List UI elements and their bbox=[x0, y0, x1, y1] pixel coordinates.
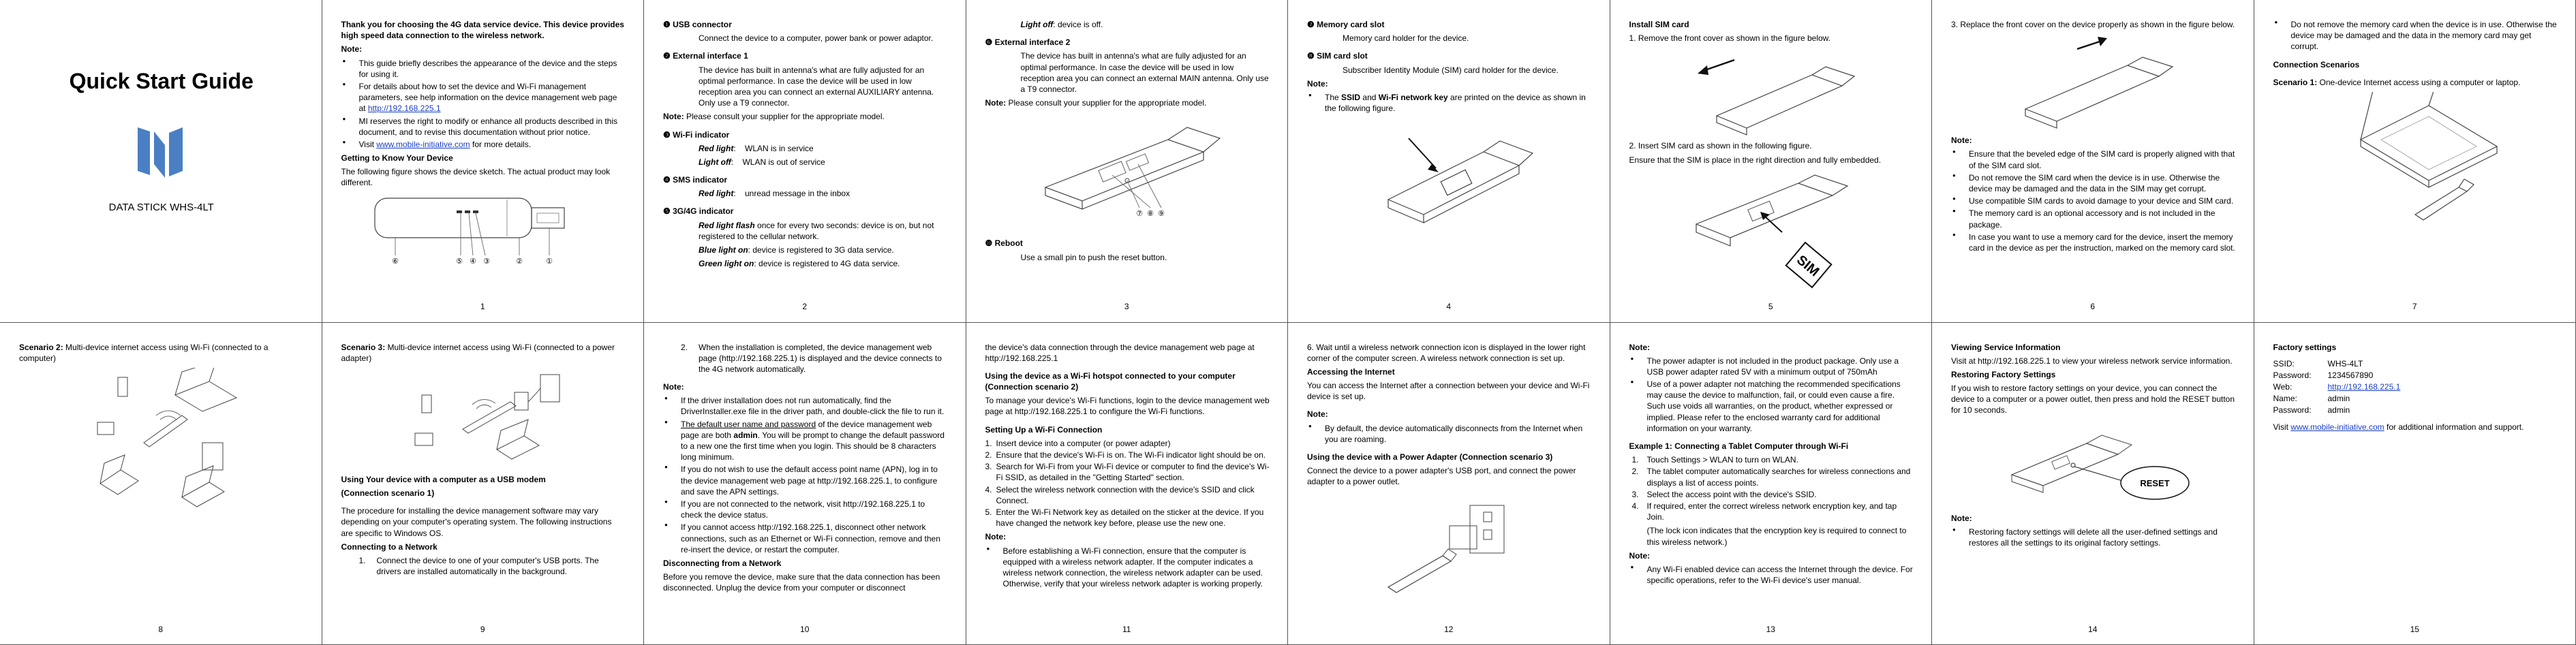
accessing-internet-text: You can access the Internet after a connection between your device and Wi-Fi device is set up. bbox=[1307, 381, 1590, 402]
list-item: ● Use of a power adapter not matching the recommended specifications may cause the device to malfunction, fail, or could even cause a fire. Such use voids all warranties, on the product, whether expressed or implied. Please refer to the enclosed warranty card for additional information on your warranty. bbox=[1629, 379, 1914, 434]
note-list bbox=[1629, 356, 1914, 434]
sim-slot-text: Subscriber Identity Module (SIM) card holder for the device. bbox=[1343, 65, 1559, 75]
panel-page-6 bbox=[1932, 0, 2254, 323]
note-label: Note: bbox=[1307, 78, 1328, 89]
list-item: 2. The tablet computer automatically searches for wireless connections and displays a list of access points. bbox=[1631, 467, 1911, 488]
panel-page-11 bbox=[966, 323, 1289, 645]
reboot-title: ❿ Reboot bbox=[985, 238, 1023, 249]
callout-9: ⑨ bbox=[1158, 210, 1165, 219]
list-item: 5. Enter the Wi-Fi Network key as detailed on the sticker at the device. If you have changed the network key before, please use the new one. bbox=[985, 507, 1264, 529]
note-label: Note: bbox=[985, 532, 1007, 542]
setting-key: Web: bbox=[2273, 382, 2293, 392]
network-indicator-title: ❺ 3G/4G indicator bbox=[663, 206, 734, 217]
insert-sim-sketch bbox=[1669, 170, 1873, 299]
setting-key: Password: bbox=[2273, 405, 2312, 415]
list-item: 4. Select the wireless network connection with the device's SSID and click Connect. bbox=[985, 484, 1255, 505]
service-info-title: Viewing Service Information bbox=[1951, 342, 2061, 352]
connecting-title: Connecting to a Network bbox=[341, 541, 438, 552]
page-number: 15 bbox=[2410, 624, 2419, 634]
external-interface-1-title: ❷ External interface 1 bbox=[663, 51, 748, 61]
list-item: ● Do not remove the SIM card when the device is in use. Otherwise the device may be damaged and the data in the SIM may get corrupt. bbox=[1951, 172, 2236, 194]
page-number: 12 bbox=[1444, 624, 1454, 634]
product-name: DATA STICK WHS-4LT bbox=[108, 202, 214, 214]
note-list bbox=[1307, 423, 1592, 445]
list-item: 1. Connect the device to one of your computer's USB ports. The drivers are installed automatically in the background. bbox=[358, 556, 599, 577]
power-adapter-sketch bbox=[1368, 492, 1531, 601]
guide-title: Quick Start Guide bbox=[69, 69, 254, 93]
list-item: 1. Insert device into a computer (or power adapter) bbox=[985, 438, 1171, 448]
section-title: Getting to Know Your Device bbox=[341, 153, 453, 163]
list-item: ● Visit www.mobile-initiative.com for more details. bbox=[341, 139, 626, 150]
panel-page-15: Factory settings SSID: WHS-4LT Password: 1234567890 Web: http://192.168.225.1 Name: admin Password: admin Visit www.mobile-initiative.com for additional information and support. 15 bbox=[2254, 323, 2576, 645]
remove-cover-sketch bbox=[1676, 48, 1867, 136]
callout-3: ③ bbox=[483, 257, 491, 266]
sim-word: SIM bbox=[1794, 252, 1822, 280]
panel-page-8: Scenario 2: Multi-device internet access using Wi-Fi (connected to a computer) 8 bbox=[0, 323, 322, 645]
sms-indicator-title: ❹ SMS indicator bbox=[663, 175, 728, 185]
list-item: ● By default, the device automatically disconnects from the Internet when you are roaming. bbox=[1307, 423, 1592, 445]
tablet-steps bbox=[1629, 454, 1914, 522]
page-number: 14 bbox=[2088, 624, 2098, 634]
list-item: 2. When the installation is completed, the device management web page (http://192.168.225.1) is displayed and the device connects to the 4G network automatically. bbox=[681, 342, 942, 374]
page-number: 11 bbox=[1122, 624, 1131, 634]
callout-4: ④ bbox=[470, 257, 477, 266]
list-item: ● Use compatible SIM cards to avoid damage to your device and SIM card. bbox=[1951, 195, 2236, 206]
note-list bbox=[1951, 148, 2236, 253]
page-number: 8 bbox=[158, 624, 164, 634]
website-link[interactable]: www.mobile-initiative.com bbox=[2290, 422, 2385, 432]
website-link[interactable]: www.mobile-initiative.com bbox=[376, 139, 470, 149]
list-item: ● Do not remove the memory card when the device is in use. Otherwise the device may be damaged and the data in the memory card may get corrupt. bbox=[2273, 19, 2558, 52]
list-item: ● The power adapter is not included in the product package. Only use a USB power adapter rated 5V with a minimum output of 750mAh bbox=[1629, 356, 1914, 377]
intro-text: Thank you for choosing the 4G data service device. This device provides high speed data connection to the wireless network. bbox=[341, 20, 624, 41]
install-step-3: 3. Replace the front cover on the device properly as shown in the figure below. bbox=[1951, 20, 2235, 29]
connect-steps bbox=[663, 342, 948, 375]
callout-6: ⑥ bbox=[392, 257, 399, 266]
panel-page-12 bbox=[1288, 323, 1610, 645]
install-step-2b: Ensure that the SIM is place in the right direction and fully embedded. bbox=[1629, 155, 1882, 165]
warning-list bbox=[2273, 19, 2558, 52]
external-interface-2-text: The device has built in antenna's what are fully adjusted for an optimal performance. In case the device will be used in low reception area you can connect an external MAIN antenna. Only use a T9 connector. bbox=[1020, 51, 1269, 94]
panel-page-2: ❶ USB connector Connect the device to a computer, power bank or power adaptor. ❷ External interface 1 The device has built in antenna's what are fully adjusted for an optimal performance. In case the device will be used in low reception area you can connect an external AUXILIARY antenna. Only use a T9 connector. Note: Please consult your supplier for the appropriate model. ❸ Wi-Fi indicator Red light: WLAN is in service Light off: WLAN is out of service ❹ SMS indicator Red light: unread message in the inbox ❺ 3G/4G indicator Red light flash once for every two seconds: device is on, but not registered to the cellular network. Blue light on: device is registered to 3G data service. Green light on: device is registered to 4G data service. 2 bbox=[644, 0, 966, 323]
setting-key: Password: bbox=[2273, 370, 2312, 380]
note-list bbox=[341, 58, 626, 151]
page-number: 13 bbox=[1766, 624, 1775, 634]
note-label: Note: bbox=[1951, 136, 1972, 146]
sim-slot-title: ❽ SIM card slot bbox=[1307, 51, 1368, 61]
list-item: ● If you are not connected to the network, visit http://192.168.225.1 to check the device status. bbox=[663, 499, 948, 520]
list-item: ● The default user name and password of the device management web page are both admin. You will be prompt to change the default password to a new one the first time when you login. This should be 8 characters long minimum. bbox=[663, 419, 948, 463]
list-item: ● MI reserves the right to modify or enhance all products described in this document, and to revise this documentation without prior notice. bbox=[341, 116, 626, 138]
page-number: 6 bbox=[2090, 302, 2096, 312]
wifi-setup-title: Setting Up a Wi-Fi Connection bbox=[985, 424, 1103, 435]
list-item: ● Any Wi-Fi enabled device can access the Internet through the device. For specific operations, refer to the Wi-Fi device's user manual. bbox=[1629, 564, 1914, 586]
reset-label: RESET bbox=[2140, 477, 2170, 488]
page-number: 3 bbox=[1124, 302, 1129, 312]
list-item: 3. Select the access point with the device's SSID. bbox=[1631, 489, 1817, 499]
note-label: Note: bbox=[1951, 513, 1972, 523]
list-item: 1. Touch Settings > WLAN to turn on WLAN. bbox=[1631, 455, 1798, 465]
service-info-link[interactable]: http://192.168.225.1 bbox=[1978, 356, 2051, 366]
list-item: ● This guide briefly describes the appearance of the device and the steps for using it. bbox=[341, 58, 626, 80]
callout-1: ① bbox=[546, 257, 553, 266]
factory-settings-table bbox=[2273, 358, 2558, 416]
continued-text: the device's data connection through the device management web page at http://192.168.225.1 bbox=[985, 342, 1255, 363]
callout-2: ② bbox=[516, 257, 523, 266]
page-number: 9 bbox=[480, 624, 485, 634]
usb-modem-subtitle: (Connection scenario 1) bbox=[341, 488, 435, 499]
lock-note: (The lock icon indicates that the encryption key is required to connect to this wireless network.) bbox=[1646, 526, 1907, 547]
list-item: 4. If required, enter the correct wireless network encryption key, and tap Join. bbox=[1631, 501, 1897, 522]
callout-7: ⑦ bbox=[1136, 210, 1144, 219]
hotspot-title: Using the device as a Wi-Fi hotspot connected to your computer (Connection scenario 2) bbox=[985, 371, 1236, 392]
list-item: ● In case you want to use a memory card for the device, insert the memory card in the device as per the instruction, marked on the memory card slot. bbox=[1951, 232, 2236, 253]
callout-5: ⑤ bbox=[456, 257, 463, 266]
list-item: ● If you do not wish to use the default access point name (APN), log in to the device management web page at http://192.168.225.1, to configure and save the APN settings. bbox=[663, 464, 948, 497]
list-item: 3. Search for Wi-Fi from your Wi-Fi device or computer to find the device's Wi-Fi SSID, as detailed in the "Getting Started" section. bbox=[985, 462, 1270, 483]
note-list bbox=[1307, 92, 1592, 114]
ssid-label-sketch bbox=[1361, 118, 1538, 234]
panel-page-13 bbox=[1610, 323, 1933, 645]
procedure-text: The procedure for installing the device management software may vary depending on your computer's operating system. The following instructions are specific to Windows OS. bbox=[341, 506, 612, 538]
wifi-setup-steps bbox=[985, 438, 1270, 529]
hotspot-text: To manage your device's Wi-Fi functions, login to the device management web page at http://192.168.225.1 to configure the Wi-Fi functions. bbox=[985, 396, 1270, 417]
note-list bbox=[663, 395, 948, 555]
page-number: 5 bbox=[1768, 302, 1773, 312]
usb-connector-title: ❶ USB connector bbox=[663, 20, 732, 29]
connect-steps bbox=[341, 555, 626, 577]
list-item: ● Ensure that the beveled edge of the SIM card is properly aligned with that of the SIM card slot. bbox=[1951, 148, 2236, 170]
restore-title: Restoring Factory Settings bbox=[1951, 369, 2056, 379]
power-adapter-text: Connect the device to a power adapter's USB port, and connect the power adapter to a power outlet. bbox=[1307, 466, 1576, 487]
setting-value: admin bbox=[2327, 394, 2350, 404]
list-item: ● The SSID and Wi-Fi network key are printed on the device as shown in the following figure. bbox=[1307, 92, 1592, 114]
note-label: Note: bbox=[663, 382, 684, 392]
external-interface-1-text: The device has built in antenna's what are fully adjusted for an optimal performance. In case the device will be used in low reception area you can connect an external AUXILIARY antenna. Only use a T9 connector. bbox=[699, 65, 934, 108]
panel-page-10 bbox=[644, 323, 966, 645]
list-item: ● Before establishing a Wi-Fi connection, ensure that the computer is equipped with a wireless network adapter. If the computer indicates a wireless network connection, the wireless network adapter can be used. Otherwise, verify that your wireless network adapter is working properly. bbox=[985, 546, 1270, 590]
setting-key: SSID: bbox=[2273, 358, 2295, 368]
panel-page-4 bbox=[1288, 0, 1610, 323]
usb-connector-text: Connect the device to a computer, power bank or power adaptor. bbox=[699, 33, 934, 44]
page-number: 4 bbox=[1446, 302, 1452, 312]
note-label: Note: bbox=[1307, 409, 1328, 420]
install-step-2a: 2. Insert SIM card as shown in the following figure. bbox=[1629, 141, 1812, 151]
install-step-1: 1. Remove the front cover as shown in the figure below. bbox=[1629, 33, 1830, 44]
page-number: 1 bbox=[480, 302, 485, 312]
note-label: Note: bbox=[1629, 550, 1651, 561]
replace-cover-sketch bbox=[1998, 34, 2189, 129]
usb-modem-title: Using Your device with a computer as a USB modem bbox=[341, 474, 546, 484]
power-adapter-title: Using the device with a Power Adapter (Connection scenario 3) bbox=[1307, 452, 1553, 462]
note-list bbox=[1629, 564, 1914, 586]
panel-cover bbox=[0, 0, 322, 323]
callout-8: ⑧ bbox=[1147, 210, 1154, 219]
memory-slot-title: ❼ Memory card slot bbox=[1307, 20, 1385, 29]
setting-value: WHS-4LT bbox=[2327, 358, 2363, 368]
page-number: 2 bbox=[802, 302, 808, 312]
memory-slot-text: Memory card holder for the device. bbox=[1343, 33, 1469, 44]
device-sketch bbox=[371, 193, 596, 269]
panel-page-3: Light off: device is off. ❻ External interface 2 The device has built in antenna's what are fully adjusted for an optimal performance. In case the device will be used in low reception area you can connect an external MAIN antenna. Only use a T9 connector. Note: Please consult your supplier for the appropriate model. ⑦ ⑧ ⑨ ❿ Reboot Use a small pin to push the reset button. 3 bbox=[966, 0, 1289, 323]
accessing-internet-title: Accessing the Internet bbox=[1307, 366, 1395, 377]
note-label: Note: bbox=[1629, 342, 1651, 352]
section-text: The following figure shows the device sketch. The actual product may look different. bbox=[341, 167, 611, 188]
install-sim-title: Install SIM card bbox=[1629, 20, 1689, 29]
device-management-link[interactable]: http://192.168.225.1 bbox=[367, 104, 441, 114]
setting-value: admin bbox=[2327, 405, 2350, 415]
reset-button-sketch bbox=[1991, 420, 2196, 509]
panel-page-5 bbox=[1610, 0, 1933, 323]
note-list bbox=[1951, 526, 2236, 548]
list-item: ● For details about how to set the device and Wi-Fi management parameters, see help information on the device management web page at http://192.168.225.1 bbox=[341, 81, 626, 114]
disconnect-title: Disconnecting from a Network bbox=[663, 558, 782, 568]
panel-page-1 bbox=[322, 0, 645, 323]
panel-page-7: ● Do not remove the memory card when the device is in use. Otherwise the device may be damaged and the data in the memory card may get corrupt. Connection Scenarios Scenario 1: One-device Internet access using a computer or laptop. 7 bbox=[2254, 0, 2576, 323]
page-number: 7 bbox=[2412, 302, 2417, 312]
page-number: 10 bbox=[800, 624, 810, 634]
connection-scenarios-title: Connection Scenarios bbox=[2273, 59, 2360, 69]
wifi-scenario-sketch bbox=[73, 368, 250, 524]
disconnect-text: Before you remove the device, make sure that the data connection has been disconnected. Unplug the device from your computer or disconnect bbox=[663, 572, 940, 593]
note-list bbox=[985, 546, 1270, 590]
example-1-title: Example 1: Connecting a Tablet Computer through Wi-Fi bbox=[1629, 441, 1849, 451]
panel-page-14: Viewing Service Information Visit at http://192.168.225.1 to view your wireless network service information. Restoring Factory Settings If you wish to restore factory settings on your device, you can connect the device to a computer or a power outlet, then press and hold the RESET button for 10 seconds. RESET Note: ● Restoring factory settings will delete all the user-defined settings and restores all the settings to its original factory settings. 14 bbox=[1932, 323, 2254, 645]
list-item: ● The memory card is an optional accessory and is not included in the package. bbox=[1951, 208, 2236, 230]
list-item: 2. Ensure that the device's Wi-Fi is on. The Wi-Fi indicator light should be on. bbox=[985, 450, 1266, 460]
step-6: 6. Wait until a wireless network connection icon is displayed in the lower right corner of the computer screen. A wireless network connection is set up. bbox=[1307, 342, 1586, 363]
device-open-sketch bbox=[1025, 112, 1229, 228]
list-item: ● Restoring factory settings will delete all the user-defined settings and restores all the settings to its original factory settings. bbox=[1951, 526, 2236, 548]
restore-text: If you wish to restore factory settings on your device, you can connect the device to a computer or a power outlet, then press and hold the RESET button for 10 seconds. bbox=[1951, 383, 2235, 415]
note-label: Note: bbox=[341, 44, 363, 54]
web-link[interactable]: http://192.168.225.1 bbox=[2327, 382, 2401, 392]
list-item: ● If the driver installation does not run automatically, find the DriverInstaller.exe file in the driver path, and double-click the file to run it. bbox=[663, 395, 948, 417]
external-interface-2-title: ❻ External interface 2 bbox=[985, 37, 1071, 48]
mi-logo-icon bbox=[124, 112, 199, 187]
wifi-indicator-title: ❸ Wi-Fi indicator bbox=[663, 129, 730, 140]
setting-value: 1234567890 bbox=[2327, 370, 2374, 380]
laptop-usb-sketch bbox=[2313, 92, 2517, 242]
panel-page-9: Scenario 3: Multi-device internet access using Wi-Fi (connected to a power adapter) Using Your device with a computer as a USB modem (Connection scenario 1) The procedure for installing the device management software may vary depending on your computer's operating system. The following instructions are specific to Windows OS. Connecting to a Network 1. Connect the device to one of your computer's USB ports. The drivers are installed automatically in the background. 9 bbox=[322, 323, 645, 645]
reboot-text: Use a small pin to push the reset button. bbox=[1020, 252, 1167, 262]
setting-key: Name: bbox=[2273, 394, 2297, 404]
sim-card-icon bbox=[1786, 242, 1832, 287]
power-adapter-wifi-sketch bbox=[395, 368, 572, 470]
factory-settings-title: Factory settings bbox=[2273, 342, 2337, 352]
list-item: ● If you cannot access http://192.168.225.1, disconnect other network connections, such as an Ethernet or Wi-Fi connection, remove and then re-insert the device, or restart the computer. bbox=[663, 522, 948, 555]
